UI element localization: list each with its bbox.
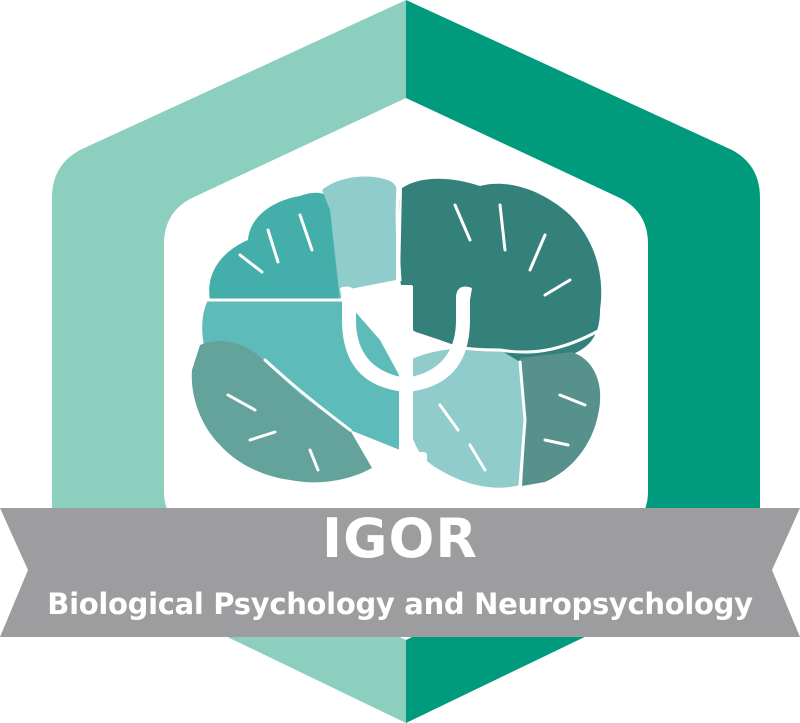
logo-subtitle: Biological Psychology and Neuropsychology — [47, 587, 753, 621]
logo-title: IGOR — [322, 507, 478, 570]
